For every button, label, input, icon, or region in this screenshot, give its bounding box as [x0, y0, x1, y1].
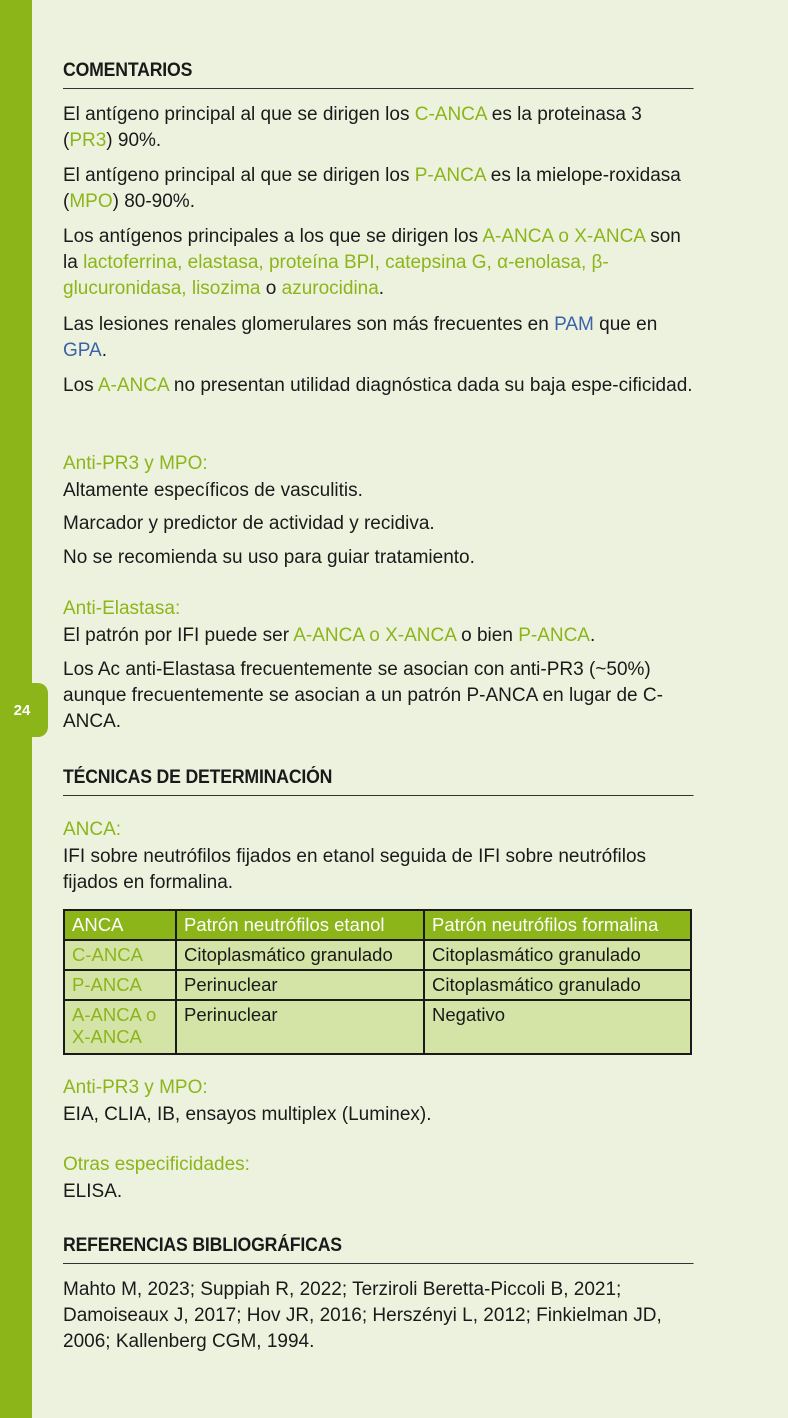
text-segment: .: [589, 625, 596, 646]
highlighted-term: GPA: [63, 340, 102, 361]
table-cell: Perinuclear: [176, 1000, 424, 1054]
highlighted-term: azurocidina: [281, 278, 379, 299]
highlighted-term: PAM: [554, 314, 594, 335]
text-segment: El patrón por IFI puede ser: [63, 625, 294, 646]
table-row: [64, 1000, 691, 1054]
table-header-cell: ANCA: [64, 910, 176, 940]
table-cell: Perinuclear: [176, 970, 424, 1000]
table-cell: Negativo: [424, 1000, 691, 1054]
highlighted-term: lactoferrina, elastasa, proteína BPI, catepsina G, α-enolasa, β-glucuronidasa, lisozima: [63, 252, 609, 299]
subheading-anti-elastasa: Anti-Elastasa:: [63, 598, 181, 619]
table-cell: A-ANCA o X-ANCA: [64, 1000, 176, 1054]
text-segment: ) 90%.: [106, 130, 162, 151]
comentario-4: [63, 312, 694, 364]
otras-text: ELISA.: [63, 1181, 123, 1202]
subheading-anti-pr3-tecnicas: Anti-PR3 y MPO:: [63, 1077, 208, 1098]
anti-pr3-line-2: Marcador y predictor de actividad y recidiva.: [63, 513, 435, 534]
table-cell: Citoplasmático granulado: [424, 970, 691, 1000]
text-segment: .: [101, 340, 107, 361]
highlighted-term: PR3: [69, 130, 107, 151]
anca-pattern-table: [63, 909, 692, 1055]
table-cell: Citoplasmático granulado: [424, 940, 691, 970]
page-number: 24: [13, 701, 31, 719]
page-number-tab: [0, 683, 48, 737]
text-segment: o: [260, 278, 282, 299]
text-segment: es la proteinasa 3 (: [63, 104, 642, 151]
text-segment: El antígeno principal al que se dirigen los: [63, 165, 415, 186]
table-header-cell: Patrón neutrófilos etanol: [176, 910, 424, 940]
text-segment: El antígeno principal al que se dirigen los: [63, 104, 415, 125]
text-segment: no presentan utilidad diagnóstica dada su baja espe-cificidad.: [168, 375, 693, 396]
text-segment: es la mielope-roxidasa (: [63, 165, 681, 212]
text-segment: ) 80-90%.: [112, 191, 195, 212]
text-segment: Las lesiones renales glomerulares son más frecuentes en: [63, 314, 555, 335]
heading-referencias: REFERENCIAS BIBLIOGRÁFICAS: [63, 1235, 694, 1264]
anti-pr3-line-3: No se recomienda su uso para guiar tratamiento.: [63, 547, 475, 568]
highlighted-term: MPO: [69, 191, 113, 212]
highlighted-term: A-ANCA o X-ANCA: [293, 625, 456, 646]
anti-pr3-tecnicas-text: EIA, CLIA, IB, ensayos multiplex (Luminex).: [63, 1104, 432, 1125]
text-segment: son la: [63, 226, 681, 273]
table-row: [64, 970, 691, 1000]
table-header-cell: Patrón neutrófilos formalina: [424, 910, 691, 940]
subheading-otras: Otras especificidades:: [63, 1154, 250, 1175]
comentario-2: [63, 163, 694, 215]
highlighted-term: P-ANCA: [414, 165, 486, 186]
text-segment: .: [378, 278, 385, 299]
highlighted-term: A-ANCA: [97, 375, 169, 396]
table-cell: C-ANCA: [64, 940, 176, 970]
text-segment: o bien: [455, 625, 519, 646]
table-cell: Citoplasmático granulado: [176, 940, 424, 970]
highlighted-term: A-ANCA o X-ANCA: [482, 226, 645, 247]
text-segment: que en: [593, 314, 658, 335]
table-row: [64, 940, 691, 970]
text-segment: Los: [63, 375, 98, 396]
comentario-1: [63, 102, 694, 154]
text-segment: Los antígenos principales a los que se dirigen los: [63, 226, 483, 247]
highlighted-term: P-ANCA: [518, 625, 590, 646]
anca-text: IFI sobre neutrófilos fijados en etanol seguida de IFI sobre neutrófilos fijados en formalina.: [63, 846, 647, 893]
comentario-5: [63, 373, 694, 399]
heading-comentarios: COMENTARIOS: [63, 60, 694, 89]
table-cell: P-ANCA: [64, 970, 176, 1000]
anti-elastasa-line-2: Los Ac anti-Elastasa frecuentemente se asocian con anti-PR3 (~50%) aunque frecuentemente se asocian a un patrón P-ANCA en lugar de C-ANCA.: [63, 659, 663, 732]
referencias-text: Mahto M, 2023; Suppiah R, 2022; Terziroli Beretta-Piccoli B, 2021; Damoiseaux J, 2017; Hov JR, 2016; Herszényi L, 2012; Finkielman JD, 2006; Kallenberg CGM, 1994.: [63, 1279, 662, 1352]
heading-tecnicas: TÉCNICAS DE DETERMINACIÓN: [63, 767, 694, 796]
anti-elastasa-line-1: [63, 623, 694, 649]
highlighted-term: C-ANCA: [414, 104, 487, 125]
subheading-anti-pr3: Anti-PR3 y MPO:: [63, 453, 208, 474]
subheading-anca: ANCA:: [63, 819, 122, 840]
anti-pr3-line-1: Altamente específicos de vasculitis.: [63, 480, 363, 501]
table-header-row: [64, 910, 691, 940]
comentario-3: [63, 224, 694, 302]
